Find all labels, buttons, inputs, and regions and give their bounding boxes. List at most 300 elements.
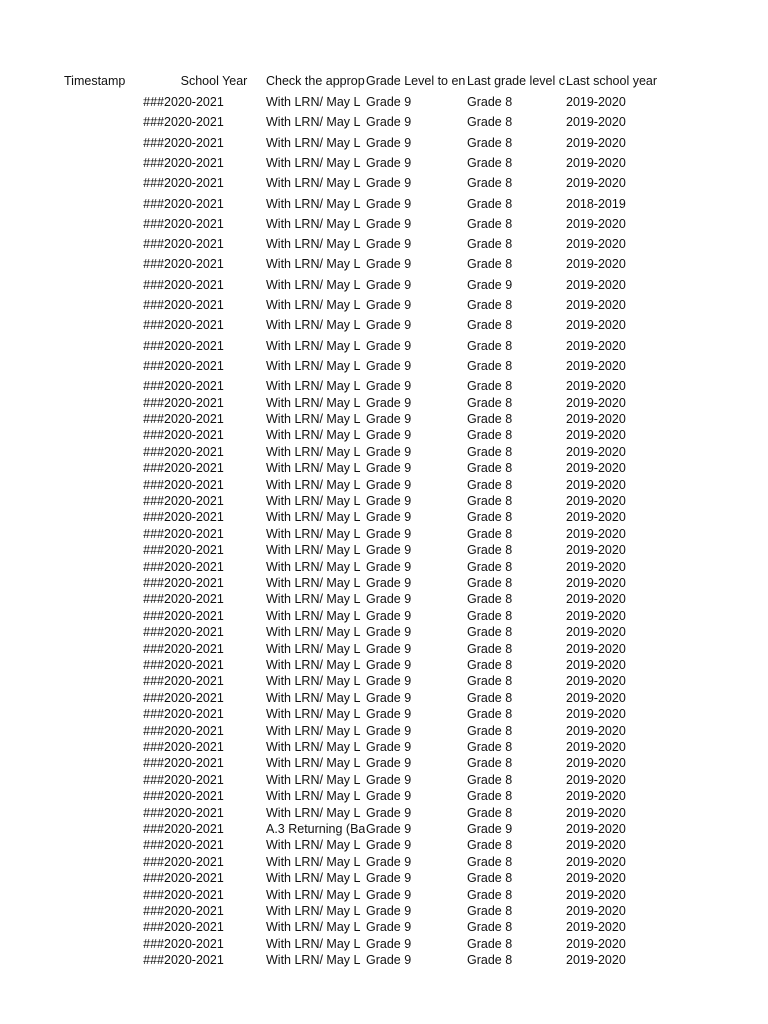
cell-last-school-year[interactable]: 2019-2020: [566, 115, 626, 129]
cell-last-grade-level[interactable]: Grade 8: [467, 724, 513, 738]
cell-grade-level[interactable]: Grade 9: [366, 642, 412, 656]
cell-grade-level[interactable]: Grade 9: [366, 789, 412, 803]
cell-check-appropriate[interactable]: With LRN/ May L: [266, 609, 361, 623]
cell-grade-level[interactable]: Grade 9: [366, 953, 412, 967]
cell-timestamp[interactable]: ###: [143, 237, 164, 251]
cell-last-school-year[interactable]: 2019-2020: [566, 937, 626, 951]
cell-school-year[interactable]: 2020-2021: [164, 937, 224, 951]
cell-grade-level[interactable]: Grade 9: [366, 576, 412, 590]
cell-last-school-year[interactable]: 2019-2020: [566, 156, 626, 170]
cell-last-school-year[interactable]: 2019-2020: [566, 560, 626, 574]
cell-check-appropriate[interactable]: With LRN/ May L: [266, 478, 361, 492]
cell-last-grade-level[interactable]: Grade 8: [467, 494, 513, 508]
cell-timestamp[interactable]: ###: [143, 592, 164, 606]
header-check-appropriate[interactable]: Check the approp: [266, 74, 365, 88]
cell-grade-level[interactable]: Grade 9: [366, 176, 412, 190]
cell-last-grade-level[interactable]: Grade 8: [467, 115, 513, 129]
cell-last-grade-level[interactable]: Grade 8: [467, 871, 513, 885]
cell-timestamp[interactable]: ###: [143, 625, 164, 639]
cell-school-year[interactable]: 2020-2021: [164, 298, 224, 312]
cell-timestamp[interactable]: ###: [143, 412, 164, 426]
cell-last-school-year[interactable]: 2019-2020: [566, 904, 626, 918]
cell-last-grade-level[interactable]: Grade 8: [467, 806, 513, 820]
cell-check-appropriate[interactable]: With LRN/ May L: [266, 237, 361, 251]
cell-grade-level[interactable]: Grade 9: [366, 855, 412, 869]
cell-timestamp[interactable]: ###: [143, 115, 164, 129]
cell-timestamp[interactable]: ###: [143, 609, 164, 623]
cell-last-grade-level[interactable]: Grade 8: [467, 592, 513, 606]
cell-last-grade-level[interactable]: Grade 8: [467, 855, 513, 869]
cell-school-year[interactable]: 2020-2021: [164, 136, 224, 150]
cell-grade-level[interactable]: Grade 9: [366, 494, 412, 508]
cell-school-year[interactable]: 2020-2021: [164, 445, 224, 459]
cell-check-appropriate[interactable]: With LRN/ May L: [266, 658, 361, 672]
cell-timestamp[interactable]: ###: [143, 756, 164, 770]
cell-check-appropriate[interactable]: With LRN/ May L: [266, 592, 361, 606]
cell-check-appropriate[interactable]: With LRN/ May L: [266, 838, 361, 852]
cell-last-school-year[interactable]: 2019-2020: [566, 756, 626, 770]
cell-last-school-year[interactable]: 2019-2020: [566, 642, 626, 656]
cell-check-appropriate[interactable]: With LRN/ May L: [266, 298, 361, 312]
cell-check-appropriate[interactable]: With LRN/ May L: [266, 560, 361, 574]
header-grade-level[interactable]: Grade Level to en: [366, 74, 466, 88]
cell-grade-level[interactable]: Grade 9: [366, 937, 412, 951]
cell-last-grade-level[interactable]: Grade 8: [467, 510, 513, 524]
cell-check-appropriate[interactable]: With LRN/ May L: [266, 789, 361, 803]
cell-timestamp[interactable]: ###: [143, 953, 164, 967]
cell-timestamp[interactable]: ###: [143, 937, 164, 951]
cell-check-appropriate[interactable]: With LRN/ May L: [266, 576, 361, 590]
cell-check-appropriate[interactable]: With LRN/ May L: [266, 904, 361, 918]
header-last-school-year[interactable]: Last school year: [566, 74, 658, 88]
cell-timestamp[interactable]: ###: [143, 379, 164, 393]
cell-check-appropriate[interactable]: With LRN/ May L: [266, 510, 361, 524]
cell-last-school-year[interactable]: 2019-2020: [566, 494, 626, 508]
cell-last-school-year[interactable]: 2019-2020: [566, 543, 626, 557]
cell-last-school-year[interactable]: 2019-2020: [566, 806, 626, 820]
cell-last-grade-level[interactable]: Grade 8: [467, 625, 513, 639]
cell-school-year[interactable]: 2020-2021: [164, 156, 224, 170]
cell-last-school-year[interactable]: 2019-2020: [566, 625, 626, 639]
cell-grade-level[interactable]: Grade 9: [366, 625, 412, 639]
cell-last-grade-level[interactable]: Grade 8: [467, 691, 513, 705]
cell-last-school-year[interactable]: 2019-2020: [566, 871, 626, 885]
cell-last-school-year[interactable]: 2019-2020: [566, 691, 626, 705]
cell-last-grade-level[interactable]: Grade 9: [467, 278, 513, 292]
cell-grade-level[interactable]: Grade 9: [366, 691, 412, 705]
cell-last-school-year[interactable]: 2019-2020: [566, 95, 626, 109]
cell-school-year[interactable]: 2020-2021: [164, 379, 224, 393]
cell-check-appropriate[interactable]: With LRN/ May L: [266, 217, 361, 231]
cell-timestamp[interactable]: ###: [143, 257, 164, 271]
cell-last-grade-level[interactable]: Grade 8: [467, 445, 513, 459]
cell-school-year[interactable]: 2020-2021: [164, 237, 224, 251]
cell-grade-level[interactable]: Grade 9: [366, 298, 412, 312]
cell-last-school-year[interactable]: 2019-2020: [566, 461, 626, 475]
header-school-year[interactable]: School Year: [180, 74, 248, 88]
cell-timestamp[interactable]: ###: [143, 478, 164, 492]
cell-school-year[interactable]: 2020-2021: [164, 257, 224, 271]
cell-school-year[interactable]: 2020-2021: [164, 428, 224, 442]
cell-school-year[interactable]: 2020-2021: [164, 756, 224, 770]
cell-last-school-year[interactable]: 2019-2020: [566, 592, 626, 606]
cell-grade-level[interactable]: Grade 9: [366, 592, 412, 606]
cell-check-appropriate[interactable]: With LRN/ May L: [266, 176, 361, 190]
cell-school-year[interactable]: 2020-2021: [164, 609, 224, 623]
header-last-grade-level[interactable]: Last grade level c: [467, 74, 565, 88]
cell-last-school-year[interactable]: 2018-2019: [566, 197, 626, 211]
cell-check-appropriate[interactable]: With LRN/ May L: [266, 359, 361, 373]
cell-check-appropriate[interactable]: With LRN/ May L: [266, 461, 361, 475]
cell-grade-level[interactable]: Grade 9: [366, 609, 412, 623]
cell-timestamp[interactable]: ###: [143, 789, 164, 803]
cell-timestamp[interactable]: ###: [143, 396, 164, 410]
cell-last-grade-level[interactable]: Grade 8: [467, 937, 513, 951]
cell-grade-level[interactable]: Grade 9: [366, 920, 412, 934]
cell-last-school-year[interactable]: 2019-2020: [566, 428, 626, 442]
cell-last-grade-level[interactable]: Grade 8: [467, 318, 513, 332]
cell-school-year[interactable]: 2020-2021: [164, 625, 224, 639]
cell-school-year[interactable]: 2020-2021: [164, 560, 224, 574]
cell-grade-level[interactable]: Grade 9: [366, 560, 412, 574]
cell-last-grade-level[interactable]: Grade 8: [467, 838, 513, 852]
cell-last-grade-level[interactable]: Grade 8: [467, 478, 513, 492]
cell-school-year[interactable]: 2020-2021: [164, 674, 224, 688]
cell-last-grade-level[interactable]: Grade 8: [467, 674, 513, 688]
cell-timestamp[interactable]: ###: [143, 339, 164, 353]
cell-check-appropriate[interactable]: With LRN/ May L: [266, 674, 361, 688]
cell-grade-level[interactable]: Grade 9: [366, 478, 412, 492]
cell-last-school-year[interactable]: 2019-2020: [566, 339, 626, 353]
cell-timestamp[interactable]: ###: [143, 855, 164, 869]
cell-grade-level[interactable]: Grade 9: [366, 359, 412, 373]
cell-school-year[interactable]: 2020-2021: [164, 838, 224, 852]
cell-last-school-year[interactable]: 2019-2020: [566, 789, 626, 803]
cell-grade-level[interactable]: Grade 9: [366, 237, 412, 251]
cell-last-school-year[interactable]: 2019-2020: [566, 724, 626, 738]
cell-check-appropriate[interactable]: With LRN/ May L: [266, 278, 361, 292]
cell-last-grade-level[interactable]: Grade 8: [467, 527, 513, 541]
cell-grade-level[interactable]: Grade 9: [366, 95, 412, 109]
cell-timestamp[interactable]: ###: [143, 642, 164, 656]
cell-check-appropriate[interactable]: With LRN/ May L: [266, 136, 361, 150]
cell-grade-level[interactable]: Grade 9: [366, 658, 412, 672]
cell-check-appropriate[interactable]: With LRN/ May L: [266, 888, 361, 902]
cell-grade-level[interactable]: Grade 9: [366, 838, 412, 852]
cell-school-year[interactable]: 2020-2021: [164, 396, 224, 410]
cell-check-appropriate[interactable]: With LRN/ May L: [266, 937, 361, 951]
cell-school-year[interactable]: 2020-2021: [164, 478, 224, 492]
cell-last-grade-level[interactable]: Grade 8: [467, 379, 513, 393]
cell-last-grade-level[interactable]: Grade 8: [467, 359, 513, 373]
cell-last-school-year[interactable]: 2019-2020: [566, 379, 626, 393]
cell-timestamp[interactable]: ###: [143, 217, 164, 231]
cell-last-grade-level[interactable]: Grade 8: [467, 298, 513, 312]
cell-last-school-year[interactable]: 2019-2020: [566, 136, 626, 150]
cell-last-grade-level[interactable]: Grade 8: [467, 428, 513, 442]
cell-timestamp[interactable]: ###: [143, 871, 164, 885]
cell-timestamp[interactable]: ###: [143, 920, 164, 934]
cell-check-appropriate[interactable]: With LRN/ May L: [266, 642, 361, 656]
cell-grade-level[interactable]: Grade 9: [366, 136, 412, 150]
cell-school-year[interactable]: 2020-2021: [164, 543, 224, 557]
cell-grade-level[interactable]: Grade 9: [366, 318, 412, 332]
cell-timestamp[interactable]: ###: [143, 510, 164, 524]
cell-last-school-year[interactable]: 2019-2020: [566, 257, 626, 271]
cell-school-year[interactable]: 2020-2021: [164, 642, 224, 656]
cell-last-grade-level[interactable]: Grade 8: [467, 412, 513, 426]
cell-school-year[interactable]: 2020-2021: [164, 920, 224, 934]
cell-timestamp[interactable]: ###: [143, 461, 164, 475]
cell-timestamp[interactable]: ###: [143, 428, 164, 442]
cell-last-grade-level[interactable]: Grade 8: [467, 789, 513, 803]
cell-last-grade-level[interactable]: Grade 8: [467, 642, 513, 656]
cell-grade-level[interactable]: Grade 9: [366, 888, 412, 902]
cell-last-school-year[interactable]: 2019-2020: [566, 674, 626, 688]
cell-grade-level[interactable]: Grade 9: [366, 674, 412, 688]
cell-grade-level[interactable]: Grade 9: [366, 428, 412, 442]
cell-timestamp[interactable]: ###: [143, 576, 164, 590]
cell-school-year[interactable]: 2020-2021: [164, 359, 224, 373]
cell-school-year[interactable]: 2020-2021: [164, 95, 224, 109]
cell-check-appropriate[interactable]: With LRN/ May L: [266, 543, 361, 557]
cell-timestamp[interactable]: ###: [143, 136, 164, 150]
cell-check-appropriate[interactable]: With LRN/ May L: [266, 494, 361, 508]
cell-check-appropriate[interactable]: With LRN/ May L: [266, 724, 361, 738]
cell-grade-level[interactable]: Grade 9: [366, 773, 412, 787]
cell-check-appropriate[interactable]: With LRN/ May L: [266, 156, 361, 170]
cell-school-year[interactable]: 2020-2021: [164, 278, 224, 292]
cell-last-grade-level[interactable]: Grade 8: [467, 658, 513, 672]
cell-check-appropriate[interactable]: With LRN/ May L: [266, 756, 361, 770]
cell-grade-level[interactable]: Grade 9: [366, 461, 412, 475]
cell-last-grade-level[interactable]: Grade 8: [467, 237, 513, 251]
cell-last-school-year[interactable]: 2019-2020: [566, 278, 626, 292]
cell-check-appropriate[interactable]: With LRN/ May L: [266, 396, 361, 410]
cell-check-appropriate[interactable]: With LRN/ May L: [266, 445, 361, 459]
cell-last-grade-level[interactable]: Grade 8: [467, 904, 513, 918]
cell-timestamp[interactable]: ###: [143, 359, 164, 373]
cell-last-school-year[interactable]: 2019-2020: [566, 318, 626, 332]
cell-grade-level[interactable]: Grade 9: [366, 278, 412, 292]
cell-check-appropriate[interactable]: With LRN/ May L: [266, 806, 361, 820]
cell-timestamp[interactable]: ###: [143, 445, 164, 459]
cell-check-appropriate[interactable]: With LRN/ May L: [266, 197, 361, 211]
cell-school-year[interactable]: 2020-2021: [164, 789, 224, 803]
cell-timestamp[interactable]: ###: [143, 494, 164, 508]
cell-check-appropriate[interactable]: With LRN/ May L: [266, 773, 361, 787]
cell-grade-level[interactable]: Grade 9: [366, 822, 412, 836]
cell-last-school-year[interactable]: 2019-2020: [566, 298, 626, 312]
cell-check-appropriate[interactable]: With LRN/ May L: [266, 855, 361, 869]
cell-check-appropriate[interactable]: With LRN/ May L: [266, 871, 361, 885]
cell-last-grade-level[interactable]: Grade 8: [467, 156, 513, 170]
cell-timestamp[interactable]: ###: [143, 278, 164, 292]
cell-timestamp[interactable]: ###: [143, 888, 164, 902]
cell-grade-level[interactable]: Grade 9: [366, 806, 412, 820]
cell-school-year[interactable]: 2020-2021: [164, 576, 224, 590]
cell-school-year[interactable]: 2020-2021: [164, 740, 224, 754]
cell-school-year[interactable]: 2020-2021: [164, 318, 224, 332]
cell-check-appropriate[interactable]: With LRN/ May L: [266, 625, 361, 639]
cell-check-appropriate[interactable]: With LRN/ May L: [266, 115, 361, 129]
cell-last-grade-level[interactable]: Grade 8: [467, 707, 513, 721]
cell-last-school-year[interactable]: 2019-2020: [566, 838, 626, 852]
cell-last-grade-level[interactable]: Grade 8: [467, 953, 513, 967]
cell-school-year[interactable]: 2020-2021: [164, 707, 224, 721]
cell-school-year[interactable]: 2020-2021: [164, 176, 224, 190]
cell-last-grade-level[interactable]: Grade 8: [467, 740, 513, 754]
cell-check-appropriate[interactable]: With LRN/ May L: [266, 953, 361, 967]
cell-check-appropriate[interactable]: A.3 Returning (Ba: [266, 822, 365, 836]
cell-school-year[interactable]: 2020-2021: [164, 691, 224, 705]
header-timestamp[interactable]: Timestamp: [64, 74, 126, 88]
cell-check-appropriate[interactable]: With LRN/ May L: [266, 257, 361, 271]
cell-last-school-year[interactable]: 2019-2020: [566, 176, 626, 190]
cell-last-school-year[interactable]: 2019-2020: [566, 478, 626, 492]
cell-school-year[interactable]: 2020-2021: [164, 339, 224, 353]
cell-last-school-year[interactable]: 2019-2020: [566, 527, 626, 541]
cell-school-year[interactable]: 2020-2021: [164, 855, 224, 869]
cell-grade-level[interactable]: Grade 9: [366, 707, 412, 721]
cell-check-appropriate[interactable]: With LRN/ May L: [266, 428, 361, 442]
cell-check-appropriate[interactable]: With LRN/ May L: [266, 95, 361, 109]
cell-last-grade-level[interactable]: Grade 8: [467, 396, 513, 410]
cell-school-year[interactable]: 2020-2021: [164, 115, 224, 129]
cell-check-appropriate[interactable]: With LRN/ May L: [266, 740, 361, 754]
cell-last-school-year[interactable]: 2019-2020: [566, 359, 626, 373]
cell-check-appropriate[interactable]: With LRN/ May L: [266, 527, 361, 541]
cell-timestamp[interactable]: ###: [143, 95, 164, 109]
cell-grade-level[interactable]: Grade 9: [366, 510, 412, 524]
cell-check-appropriate[interactable]: With LRN/ May L: [266, 920, 361, 934]
cell-last-grade-level[interactable]: Grade 8: [467, 461, 513, 475]
cell-grade-level[interactable]: Grade 9: [366, 156, 412, 170]
cell-grade-level[interactable]: Grade 9: [366, 724, 412, 738]
cell-timestamp[interactable]: ###: [143, 806, 164, 820]
cell-last-grade-level[interactable]: Grade 8: [467, 888, 513, 902]
cell-timestamp[interactable]: ###: [143, 543, 164, 557]
cell-check-appropriate[interactable]: With LRN/ May L: [266, 318, 361, 332]
cell-last-school-year[interactable]: 2019-2020: [566, 445, 626, 459]
cell-timestamp[interactable]: ###: [143, 298, 164, 312]
cell-last-grade-level[interactable]: Grade 8: [467, 773, 513, 787]
cell-school-year[interactable]: 2020-2021: [164, 822, 224, 836]
cell-check-appropriate[interactable]: With LRN/ May L: [266, 339, 361, 353]
cell-timestamp[interactable]: ###: [143, 197, 164, 211]
cell-last-grade-level[interactable]: Grade 8: [467, 339, 513, 353]
cell-last-grade-level[interactable]: Grade 8: [467, 609, 513, 623]
cell-timestamp[interactable]: ###: [143, 658, 164, 672]
cell-timestamp[interactable]: ###: [143, 707, 164, 721]
cell-school-year[interactable]: 2020-2021: [164, 510, 224, 524]
cell-timestamp[interactable]: ###: [143, 156, 164, 170]
cell-last-grade-level[interactable]: Grade 8: [467, 257, 513, 271]
cell-grade-level[interactable]: Grade 9: [366, 396, 412, 410]
cell-check-appropriate[interactable]: With LRN/ May L: [266, 691, 361, 705]
cell-timestamp[interactable]: ###: [143, 838, 164, 852]
cell-last-grade-level[interactable]: Grade 8: [467, 756, 513, 770]
cell-last-school-year[interactable]: 2019-2020: [566, 396, 626, 410]
cell-grade-level[interactable]: Grade 9: [366, 904, 412, 918]
cell-timestamp[interactable]: ###: [143, 691, 164, 705]
cell-grade-level[interactable]: Grade 9: [366, 740, 412, 754]
cell-school-year[interactable]: 2020-2021: [164, 953, 224, 967]
cell-last-school-year[interactable]: 2019-2020: [566, 217, 626, 231]
cell-last-school-year[interactable]: 2019-2020: [566, 773, 626, 787]
cell-school-year[interactable]: 2020-2021: [164, 904, 224, 918]
cell-school-year[interactable]: 2020-2021: [164, 527, 224, 541]
cell-last-grade-level[interactable]: Grade 8: [467, 95, 513, 109]
cell-last-school-year[interactable]: 2019-2020: [566, 658, 626, 672]
cell-grade-level[interactable]: Grade 9: [366, 379, 412, 393]
cell-last-school-year[interactable]: 2019-2020: [566, 576, 626, 590]
cell-check-appropriate[interactable]: With LRN/ May L: [266, 707, 361, 721]
cell-last-grade-level[interactable]: Grade 8: [467, 136, 513, 150]
cell-last-school-year[interactable]: 2019-2020: [566, 855, 626, 869]
cell-last-grade-level[interactable]: Grade 8: [467, 217, 513, 231]
cell-timestamp[interactable]: ###: [143, 318, 164, 332]
cell-last-grade-level[interactable]: Grade 8: [467, 576, 513, 590]
cell-timestamp[interactable]: ###: [143, 527, 164, 541]
cell-last-grade-level[interactable]: Grade 8: [467, 543, 513, 557]
cell-last-grade-level[interactable]: Grade 8: [467, 560, 513, 574]
cell-last-school-year[interactable]: 2019-2020: [566, 510, 626, 524]
cell-school-year[interactable]: 2020-2021: [164, 412, 224, 426]
cell-school-year[interactable]: 2020-2021: [164, 461, 224, 475]
cell-school-year[interactable]: 2020-2021: [164, 658, 224, 672]
cell-last-grade-level[interactable]: Grade 8: [467, 197, 513, 211]
cell-school-year[interactable]: 2020-2021: [164, 871, 224, 885]
cell-check-appropriate[interactable]: With LRN/ May L: [266, 412, 361, 426]
cell-grade-level[interactable]: Grade 9: [366, 445, 412, 459]
cell-last-school-year[interactable]: 2019-2020: [566, 822, 626, 836]
cell-grade-level[interactable]: Grade 9: [366, 756, 412, 770]
cell-grade-level[interactable]: Grade 9: [366, 197, 412, 211]
cell-school-year[interactable]: 2020-2021: [164, 773, 224, 787]
cell-school-year[interactable]: 2020-2021: [164, 888, 224, 902]
cell-last-school-year[interactable]: 2019-2020: [566, 740, 626, 754]
cell-school-year[interactable]: 2020-2021: [164, 217, 224, 231]
cell-timestamp[interactable]: ###: [143, 740, 164, 754]
cell-grade-level[interactable]: Grade 9: [366, 871, 412, 885]
cell-timestamp[interactable]: ###: [143, 724, 164, 738]
cell-grade-level[interactable]: Grade 9: [366, 257, 412, 271]
cell-timestamp[interactable]: ###: [143, 822, 164, 836]
cell-last-grade-level[interactable]: Grade 8: [467, 176, 513, 190]
cell-last-grade-level[interactable]: Grade 8: [467, 920, 513, 934]
cell-school-year[interactable]: 2020-2021: [164, 494, 224, 508]
cell-school-year[interactable]: 2020-2021: [164, 724, 224, 738]
cell-last-grade-level[interactable]: Grade 9: [467, 822, 513, 836]
cell-last-school-year[interactable]: 2019-2020: [566, 953, 626, 967]
cell-last-school-year[interactable]: 2019-2020: [566, 237, 626, 251]
cell-timestamp[interactable]: ###: [143, 674, 164, 688]
cell-grade-level[interactable]: Grade 9: [366, 339, 412, 353]
cell-last-school-year[interactable]: 2019-2020: [566, 707, 626, 721]
cell-school-year[interactable]: 2020-2021: [164, 592, 224, 606]
cell-school-year[interactable]: 2020-2021: [164, 806, 224, 820]
cell-last-school-year[interactable]: 2019-2020: [566, 888, 626, 902]
cell-grade-level[interactable]: Grade 9: [366, 115, 412, 129]
cell-school-year[interactable]: 2020-2021: [164, 197, 224, 211]
cell-timestamp[interactable]: ###: [143, 560, 164, 574]
cell-grade-level[interactable]: Grade 9: [366, 217, 412, 231]
cell-grade-level[interactable]: Grade 9: [366, 412, 412, 426]
cell-grade-level[interactable]: Grade 9: [366, 543, 412, 557]
cell-timestamp[interactable]: ###: [143, 904, 164, 918]
cell-last-school-year[interactable]: 2019-2020: [566, 609, 626, 623]
